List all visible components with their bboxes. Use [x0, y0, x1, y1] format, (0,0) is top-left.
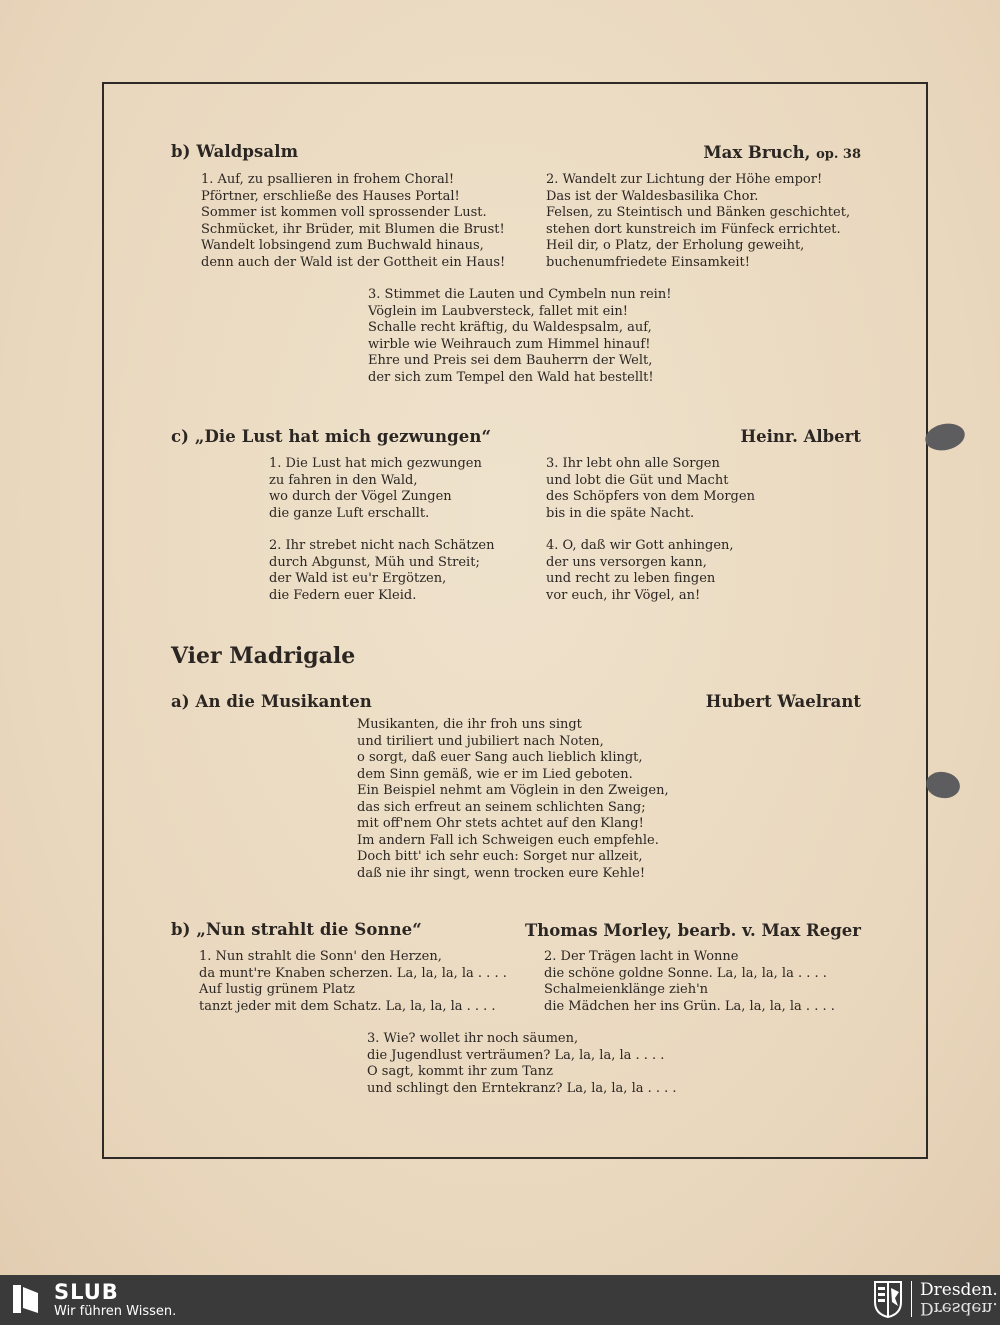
lust-verse-2 — [269, 538, 494, 604]
ink-blot — [923, 420, 968, 454]
dresden-label-mirror: Dresden. — [920, 1298, 998, 1318]
composer-name: Max Bruch, — [703, 143, 811, 162]
verse-line: Musikanten, die ihr froh uns singt — [357, 717, 582, 732]
verse-line: Schalle recht kräftig, du Waldespsalm, auf, — [368, 320, 652, 335]
verse-line: der uns versorgen kann, — [546, 554, 707, 570]
dresden-label: Dresden. — [920, 1280, 998, 1300]
verse-line: 4. O, daß wir Gott anhingen, — [546, 538, 734, 553]
verse-line: dem Sinn gemäß, wie er im Lied geboten. — [357, 766, 633, 782]
verse-line: 3. Ihr lebt ohn alle Sorgen — [546, 456, 720, 471]
waldpsalm-verse-3 — [368, 287, 671, 386]
verse-line: Im andern Fall ich Schweigen euch empfehle. — [357, 832, 659, 848]
verse-line: daß nie ihr singt, wenn trocken eure Kehle! — [357, 865, 646, 881]
verse-line: O sagt, kommt ihr zum Tanz — [367, 1064, 553, 1079]
verse-line: durch Abgunst, Müh und Streit; — [269, 554, 480, 570]
verse-line: wo durch der Vögel Zungen — [269, 489, 452, 504]
lust-verse-3 — [546, 456, 755, 522]
verse-line: der sich zum Tempel den Wald hat bestellt! — [368, 369, 654, 385]
sonne-composer: Thomas Morley, bearb. v. Max Reger — [524, 921, 861, 940]
verse-line: 2. Wandelt zur Lichtung der Höhe empor! — [546, 172, 823, 187]
slub-book-icon — [12, 1284, 40, 1314]
verse-line: Felsen, zu Steintisch und Bänken geschichtet, — [546, 205, 851, 220]
waldpsalm-composer — [703, 143, 861, 162]
verse-line: und recht zu leben fingen — [546, 571, 716, 586]
verse-line: buchenumfriedete Einsamkeit! — [546, 254, 751, 270]
sonne-verse-2 — [544, 949, 835, 1015]
slub-brand: SLUB — [54, 1280, 119, 1304]
verse-line: tanzt jeder mit dem Schatz. La, la, la, la . . . . — [199, 998, 496, 1014]
verse-line: Schalmeienklänge zieh'n — [544, 982, 709, 997]
verse-line: Heil dir, o Platz, der Erholung geweiht, — [546, 238, 805, 253]
verse-line: 1. Auf, zu psallieren in frohem Choral! — [201, 172, 455, 187]
sonne-verse-1 — [199, 949, 507, 1015]
opus-number: op. 38 — [816, 147, 861, 162]
verse-line: vor euch, ihr Vögel, an! — [546, 587, 701, 603]
verse-line: 2. Ihr strebet nicht nach Schätzen — [269, 538, 495, 553]
madrigale-heading: Vier Madrigale — [171, 643, 356, 669]
verse-line: Auf lustig grünem Platz — [199, 982, 355, 997]
verse-line: Das ist der Waldesbasilika Chor. — [546, 188, 759, 204]
slub-tagline: Wir führen Wissen. — [54, 1304, 177, 1319]
verse-line: Pförtner, erschließe des Hauses Portal! — [201, 188, 460, 204]
waldpsalm-title: b) Waldpsalm — [171, 142, 299, 161]
verse-line: Ein Beispiel nehmt am Vöglein in den Zweigen, — [357, 783, 669, 798]
waldpsalm-verse-2 — [546, 172, 850, 271]
verse-line: 2. Der Trägen lacht in Wonne — [544, 949, 739, 964]
musikanten-composer: Hubert Waelrant — [705, 692, 861, 711]
verse-line: 3. Wie? wollet ihr noch säumen, — [367, 1031, 579, 1046]
lust-composer: Heinr. Albert — [740, 427, 861, 446]
verse-line: und lobt die Güt und Macht — [546, 472, 729, 488]
verse-line: Ehre und Preis sei dem Bauherrn der Welt, — [368, 353, 653, 368]
verse-line: das sich erfreut an seinem schlichten Sang; — [357, 799, 646, 815]
verse-line: die Mädchen her ins Grün. La, la, la, la . . . . — [544, 998, 835, 1014]
verse-line: und schlingt den Erntekranz? La, la, la, la . . . . — [367, 1080, 677, 1096]
dresden-crest-icon — [873, 1280, 903, 1318]
lust-verse-4 — [546, 538, 734, 604]
verse-line: 1. Die Lust hat mich gezwungen — [269, 456, 482, 471]
verse-line: bis in die späte Nacht. — [546, 505, 695, 521]
verse-line: Schmücket, ihr Brüder, mit Blumen die Brust! — [201, 221, 505, 237]
verse-line: die schöne goldne Sonne. La, la, la, la . . . . — [544, 965, 827, 981]
footer-divider — [911, 1281, 912, 1317]
verse-line: die Jugendlust verträumen? La, la, la, la . . . . — [367, 1047, 665, 1063]
verse-line: mit off'nem Ohr stets achtet auf den Klang! — [357, 816, 644, 831]
verse-line: 1. Nun strahlt die Sonn' den Herzen, — [199, 949, 442, 964]
verse-line: wirble wie Weihrauch zum Himmel hinauf! — [368, 336, 651, 352]
verse-line: denn auch der Wald ist der Gottheit ein Haus! — [201, 254, 506, 270]
verse-line: und tiriliert und jubiliert nach Noten, — [357, 733, 604, 749]
verse-line: Vöglein im Laubversteck, fallet mit ein! — [368, 303, 629, 319]
lust-title: c) „Die Lust hat mich gezwungen“ — [171, 427, 492, 446]
verse-line: Sommer ist kommen voll sprossender Lust. — [201, 205, 487, 220]
verse-line: des Schöpfers von dem Morgen — [546, 489, 755, 504]
lust-verse-1 — [269, 456, 482, 522]
musikanten-title: a) An die Musikanten — [171, 692, 372, 711]
verse-line: stehen dort kunstreich im Fünfeck errichtet. — [546, 221, 841, 237]
musikanten-verse — [357, 717, 669, 882]
footer-bar — [0, 1275, 1000, 1325]
ink-blot — [924, 769, 962, 801]
sonne-verse-3 — [367, 1031, 677, 1097]
verse-line: da munt're Knaben scherzen. La, la, la, la . . . . — [199, 965, 507, 981]
verse-line: Wandelt lobsingend zum Buchwald hinaus, — [201, 238, 484, 253]
verse-line: Doch bitt' ich sehr euch: Sorget nur allzeit, — [357, 849, 643, 864]
verse-line: o sorgt, daß euer Sang auch lieblich klingt, — [357, 750, 643, 765]
verse-line: 3. Stimmet die Lauten und Cymbeln nun rein! — [368, 287, 672, 302]
verse-line: die ganze Luft erschallt. — [269, 505, 430, 521]
sonne-title: b) „Nun strahlt die Sonne“ — [171, 920, 422, 939]
verse-line: zu fahren in den Wald, — [269, 472, 418, 488]
verse-line: der Wald ist eu'r Ergötzen, — [269, 571, 447, 586]
waldpsalm-verse-1 — [201, 172, 505, 271]
verse-line: die Federn euer Kleid. — [269, 587, 417, 603]
